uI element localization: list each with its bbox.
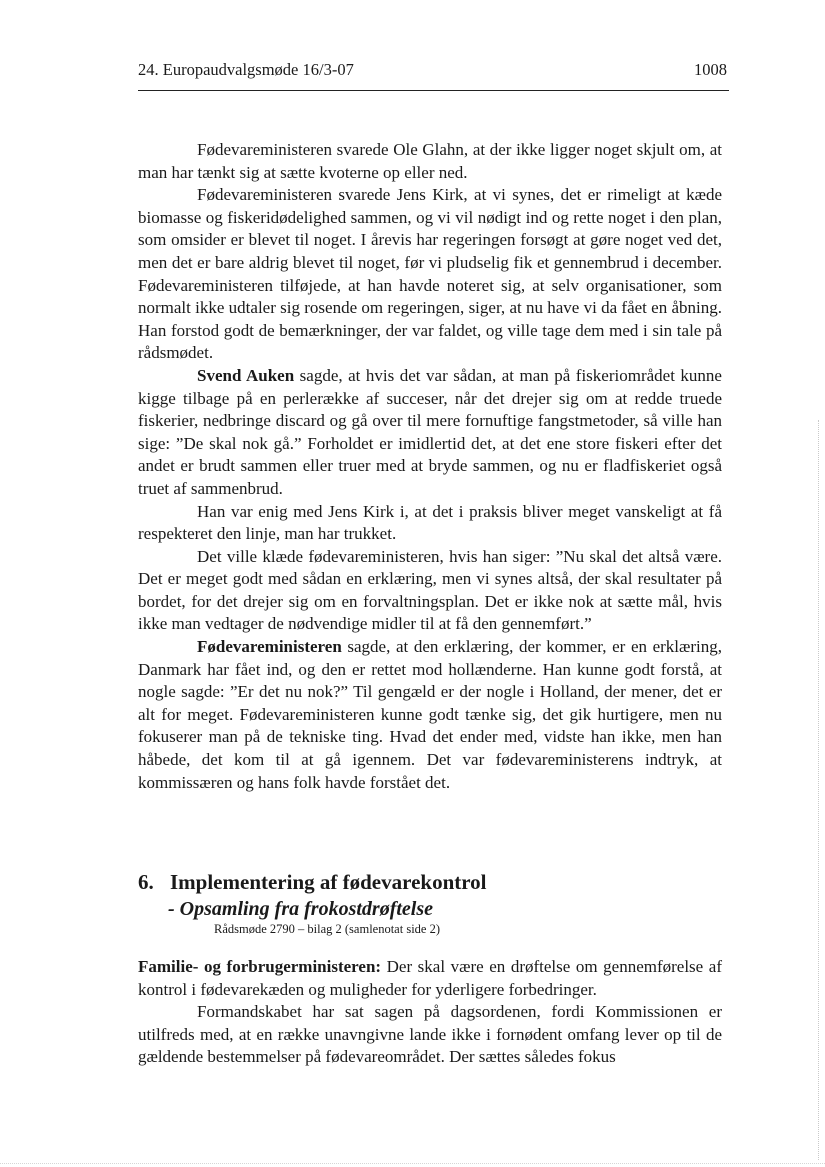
section-subtitle: - Opsamling fra frokostdrøftelse (168, 898, 433, 920)
header-meeting-title: 24. Europaudvalgsmøde 16/3-07 (138, 60, 354, 79)
header-rule (138, 90, 729, 91)
paragraph-text: Formandskabet har sat sagen på dagsordenen, fordi Kommissionen er utilfreds med, at en række unavngivne lande ikke i fornødent omfang lever op til de gældende bestemmelser på fødevareområdet. Der sættes således fokus (138, 1002, 722, 1067)
section-body (138, 956, 722, 1069)
section-heading (138, 868, 722, 936)
section-number: 6. (138, 870, 154, 894)
paragraph-text: Der skal være en drøftelse om gennemførelse af kontrol i fødevarekæden og muligheder for yderligere forbedringer. (138, 957, 722, 999)
speaker-name: Svend Auken (197, 365, 295, 385)
paragraph (138, 636, 722, 794)
speaker-name: Fødevareministeren (197, 637, 342, 657)
paragraph-text: Det ville klæde fødevareministeren, hvis han siger: ”Nu skal det altså være. Det er meget godt med sådan en erklæring, men vi synes altså, der skal resultater på bordet, for det drejer sig om en forvaltningsplan. Det er ikke nok at sætte mål, hvis ikke man vedtager de nødvendige midler til at få den gennemført.” (138, 546, 722, 634)
paragraph (138, 501, 722, 546)
section-title (138, 868, 722, 896)
page-number: 1008 (694, 60, 727, 79)
paragraph (138, 956, 722, 1001)
paragraph (138, 546, 722, 636)
paragraph-text: Fødevareministeren svarede Jens Kirk, at vi synes, det er rimeligt at kæde biomasse og fiskeridødelighed sammen, og vi vil nødigt ind og rette noget i den plan, som omsider er blevet til noget. I årevis har regeringen forsøgt at gøre noget ved det, men det er bare aldrig blevet til noget, før vi pludselig fik et gennembrud i december. Fødevareministeren tilføjede, at han havde noteret sig, at selv organisationer, som normalt ikke udtaler sig rosende om regeringen, siger, at nu have vi da fået en åbning. Han forstod godt de bemærkninger, der var faldet, og ville tage dem med i sin tale på rådsmødet. (138, 185, 722, 363)
speaker-name: Familie- og forbrugerministeren: (138, 957, 382, 976)
section-title-text: Implementering af fødevarekontrol (170, 870, 487, 894)
scan-edge-artifact (818, 420, 819, 1160)
paragraph (138, 184, 722, 365)
minutes-body (138, 139, 722, 794)
paragraph-text: Fødevareministeren svarede Ole Glahn, at der ikke ligger noget skjult om, at man har tænkt sig at sætte kvoterne op eller ned. (138, 140, 722, 182)
paragraph-text: sagde, at den erklæring, der kommer, er en erklæring, Danmark har fået ind, og den er rettet mod hollænderne. Han kunne godt forstå, at nogle sagde: ”Er det nu nok?” Til gengæld er der nogle i Holland, der mener, det er alt for meget. Fødevareministeren kunne godt tænke sig, det gik hurtigere, men nu fokuserer man på de tekniske ting. Hvad det ender med, vidste han ikke, men han håbede, det kom til at gå igennem. Det var fødevareministerens indtryk, at kommissæren og hans folk havde forstået det. (138, 637, 722, 792)
page-header (138, 60, 729, 86)
paragraph (138, 1001, 722, 1069)
scan-edge-artifact (0, 1163, 825, 1164)
paragraph (138, 365, 722, 501)
paragraph-text: Han var enig med Jens Kirk i, at det i praksis bliver meget vanskeligt at få respekteret den linje, man har trukket. (138, 501, 722, 544)
section-reference: Rådsmøde 2790 – bilag 2 (samlenotat side 2) (214, 922, 441, 936)
paragraph (138, 139, 722, 184)
paragraph-text: sagde, at hvis det var sådan, at man på fiskeriområdet kunne kigge tilbage på en perlerække af succeser, når det drejer sig om at redde truede fiskerier, nedbringe discard og gå over til mere fornuftige fangstmetoder, så ville han sige: ”De skal nok gå.” Forholdet er imidlertid det, at det ene store fiskeri efter det andet er brudt sammen eller truer med at bryde sammen, og nu er fladfiskeriet også truet af sammenbrud. (138, 365, 722, 498)
